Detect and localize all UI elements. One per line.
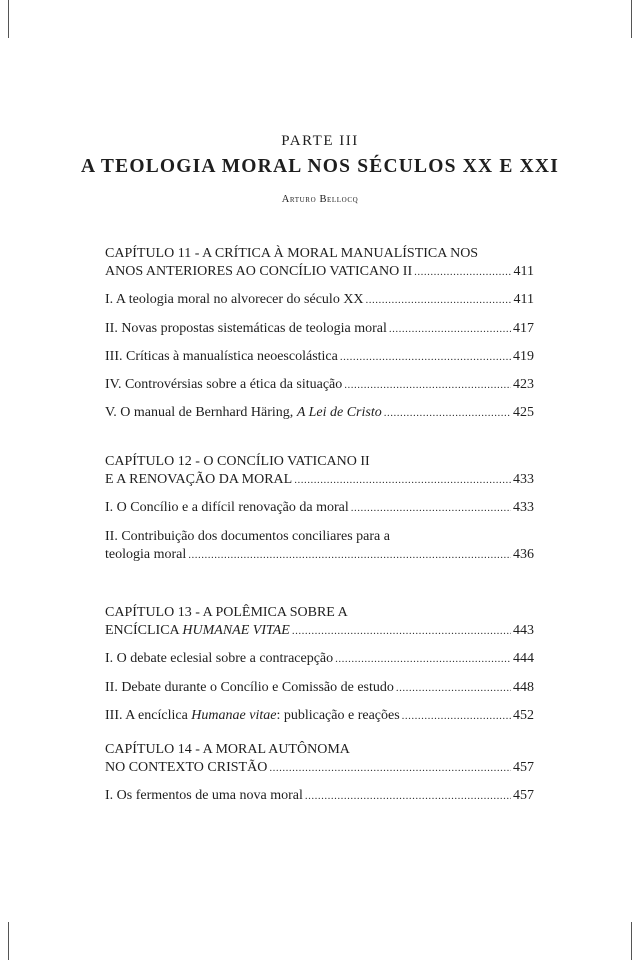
author: Arturo Bellocq — [281, 194, 359, 205]
crop-mark-top-right — [631, 0, 632, 38]
dot-leader — [384, 406, 511, 420]
crop-mark-bottom-right — [631, 922, 632, 960]
page-number: 433 — [513, 472, 534, 488]
chapter-heading-line1: CAPÍTULO 12 - O CONCÍLIO VATICANO II — [105, 454, 370, 469]
page-number: 433 — [513, 500, 534, 516]
dot-leader — [188, 548, 511, 562]
section-title: II. Novas propostas sistemáticas de teologia moral — [105, 320, 387, 336]
page-number: 411 — [513, 292, 534, 308]
section-title-text: V. O manual de Bernhard Häring, — [105, 405, 297, 421]
section-title: teologia moral — [105, 546, 187, 562]
page-number: 417 — [513, 320, 534, 336]
section-title-line1: II. Contribuição dos documentos conciliares para a — [105, 528, 390, 544]
dot-leader — [366, 293, 512, 307]
toc-chapter-13 — [105, 604, 534, 725]
section-title: I. A teologia moral no alvorecer do século XX — [105, 292, 364, 308]
toc-entry[interactable] — [105, 376, 534, 394]
section-title-text: III. A encíclica — [105, 707, 192, 723]
chapter-heading-line2: NO CONTEXTO CRISTÃO — [105, 760, 268, 776]
toc-entry[interactable] — [105, 499, 534, 517]
chapter-heading-entry[interactable] — [105, 759, 534, 777]
dot-leader — [335, 652, 511, 666]
part-title: A TEOLOGIA MORAL NOS SÉCULOS XX E XXI — [80, 156, 560, 177]
section-title-italic: A Lei de Cristo — [296, 405, 382, 421]
section-title — [105, 404, 382, 422]
page-number: 425 — [513, 405, 534, 421]
crop-mark-bottom-left — [8, 922, 9, 960]
toc-chapter-11 — [105, 245, 534, 422]
section-title: I. O Concílio e a difícil renovação da moral — [105, 500, 349, 516]
chapter-heading-entry[interactable] — [105, 471, 534, 489]
crop-mark-top-left — [8, 0, 9, 38]
chapter-heading-line1: CAPÍTULO 13 - A POLÊMICA SOBRE A — [105, 605, 348, 620]
dot-leader — [344, 378, 511, 392]
dot-leader — [292, 624, 511, 638]
dot-leader — [402, 709, 511, 723]
section-title: I. O debate eclesial sobre a contracepção — [105, 651, 334, 667]
heading-italic: HUMANAE VITAE — [182, 623, 290, 639]
toc-entry[interactable] — [105, 787, 534, 805]
chapter-heading-line2: E A RENOVAÇÃO DA MORAL — [105, 472, 293, 488]
chapter-heading-entry[interactable] — [105, 263, 534, 281]
section-title: I. Os fermentos de uma nova moral — [105, 788, 303, 804]
dot-leader — [414, 265, 511, 279]
dot-leader — [340, 350, 511, 364]
page-number: 448 — [513, 679, 534, 695]
chapter-heading-line2: ANOS ANTERIORES AO CONCÍLIO VATICANO II — [105, 264, 413, 280]
toc-entry[interactable] — [105, 679, 534, 697]
dot-leader — [396, 681, 511, 695]
toc-entry[interactable] — [105, 348, 534, 366]
section-title: IV. Controvérsias sobre a ética da situação — [105, 376, 343, 392]
section-title: II. Debate durante o Concílio e Comissão de estudo — [105, 679, 394, 695]
part-label: PARTE III — [281, 133, 359, 149]
page-number: 419 — [513, 348, 534, 364]
dot-leader — [294, 473, 511, 487]
page-number: 452 — [513, 707, 534, 723]
toc-chapter-14 — [105, 741, 534, 806]
dot-leader — [351, 501, 511, 515]
toc-entry[interactable] — [105, 650, 534, 668]
page-number: 457 — [513, 788, 534, 804]
page-number: 436 — [513, 546, 534, 562]
section-title: III. Críticas à manualística neoescolástica — [105, 348, 338, 364]
chapter-heading-line1: CAPÍTULO 14 - A MORAL AUTÔNOMA — [105, 742, 350, 757]
section-title-italic: Humanae vitae — [191, 707, 277, 723]
toc-entry[interactable] — [105, 291, 534, 309]
section-title — [105, 707, 400, 725]
page-number: 457 — [513, 760, 534, 776]
chapter-heading-entry[interactable] — [105, 622, 534, 640]
chapter-heading-line1: CAPÍTULO 11 - A CRÍTICA À MORAL MANUALÍSTICA NOS — [105, 246, 479, 261]
toc-entry-multiline[interactable] — [105, 528, 534, 564]
toc-entry[interactable] — [105, 707, 534, 725]
toc-chapter-12 — [105, 453, 534, 564]
chapter-heading-line2 — [105, 622, 290, 640]
page-number: 411 — [513, 264, 534, 280]
page-number: 443 — [513, 623, 534, 639]
dot-leader — [269, 761, 511, 775]
toc-entry[interactable] — [105, 404, 534, 422]
page-number: 444 — [513, 651, 534, 667]
section-title-after: : publicação e reações — [276, 707, 400, 723]
dot-leader — [305, 789, 511, 803]
dot-leader — [389, 322, 511, 336]
toc-entry[interactable] — [105, 320, 534, 338]
page-number: 423 — [513, 376, 534, 392]
heading-text: ENCÍCLICA — [105, 623, 183, 639]
